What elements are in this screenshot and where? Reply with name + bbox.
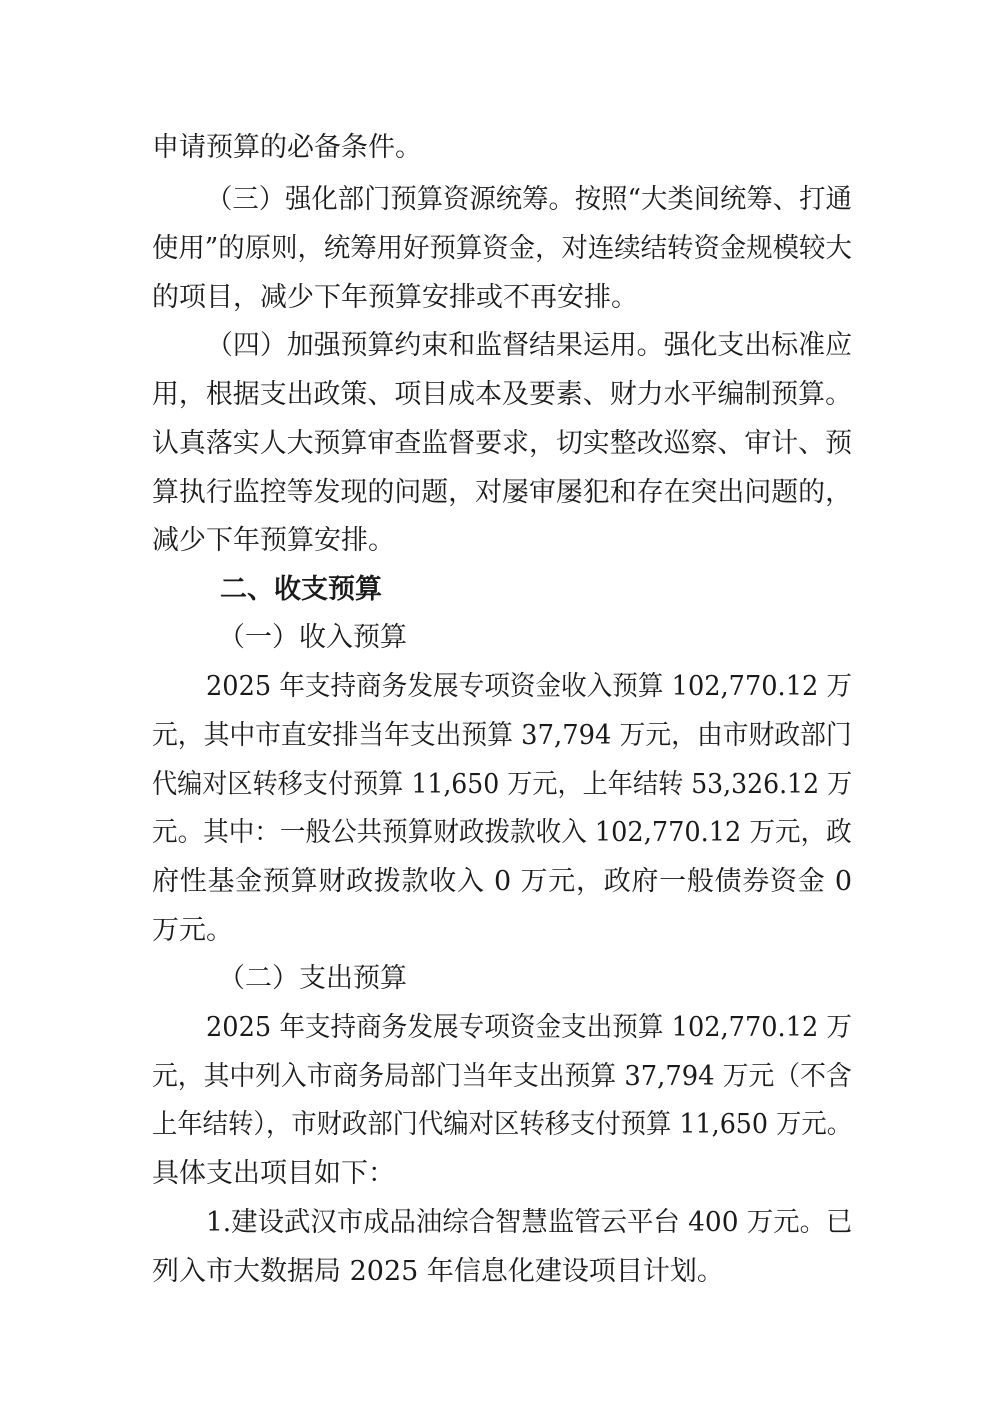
paragraph-line: 具体支出项目如下： xyxy=(152,1158,395,1189)
paragraph-line: 上年结转），市财政部门代编对区转移支付预算 11,650 万元。 xyxy=(152,1109,853,1140)
paragraph-line: （三）强化部门预算资源统筹。按照“大类间统筹、打通 xyxy=(206,184,852,215)
paragraph-line: 元，其中市直安排当年支出预算 37,794 万元，由市财政部门 xyxy=(152,720,852,751)
paragraph-line: 认真落实人大预算审查监督要求，切实整改巡察、审计、预 xyxy=(152,428,853,459)
paragraph-line: 万元。 xyxy=(152,915,233,946)
paragraph-line: （四）加强预算约束和监督结果运用。强化支出标准应 xyxy=(206,330,852,361)
paragraph-line: 算执行监控等发现的问题，对屡审屡犯和存在突出问题的， xyxy=(152,477,853,508)
paragraph-line: 元，其中列入市商务局部门当年支出预算 37,794 万元（不含 xyxy=(152,1061,852,1092)
paragraph-line: 用，根据支出政策、项目成本及要素、财力水平编制预算。 xyxy=(152,379,853,410)
paragraph-line: 府性基金预算财政拨款收入 0 万元，政府一般债券资金 0 xyxy=(152,866,852,897)
subsection-heading: （一）收入预算 xyxy=(218,622,407,653)
paragraph-line: 申请预算的必备条件。 xyxy=(152,132,422,163)
paragraph-line: 2025 年支持商务发展专项资金收入预算 102,770.12 万 xyxy=(206,671,853,702)
section-heading: 二、收支预算 xyxy=(220,574,382,605)
paragraph-line: 使用”的原则，统筹用好预算资金，对连续结转资金规模较大 xyxy=(152,233,852,264)
paragraph-line: 的项目，减少下年预算安排或不再安排。 xyxy=(152,282,638,313)
paragraph-line: 1.建设武汉市成品油综合智慧监管云平台 400 万元。已 xyxy=(206,1207,853,1238)
paragraph-line: 2025 年支持商务发展专项资金支出预算 102,770.12 万 xyxy=(206,1012,853,1043)
paragraph-line: 列入市大数据局 2025 年信息化建设项目计划。 xyxy=(152,1256,724,1287)
paragraph-line: 代编对区转移支付预算 11,650 万元，上年结转 53,326.12 万 xyxy=(152,769,853,800)
subsection-heading: （二）支出预算 xyxy=(218,963,407,994)
paragraph-line: 元。其中：一般公共预算财政拨款收入 102,770.12 万元，政 xyxy=(152,817,852,848)
paragraph-line: 减少下年预算安排。 xyxy=(152,525,395,556)
